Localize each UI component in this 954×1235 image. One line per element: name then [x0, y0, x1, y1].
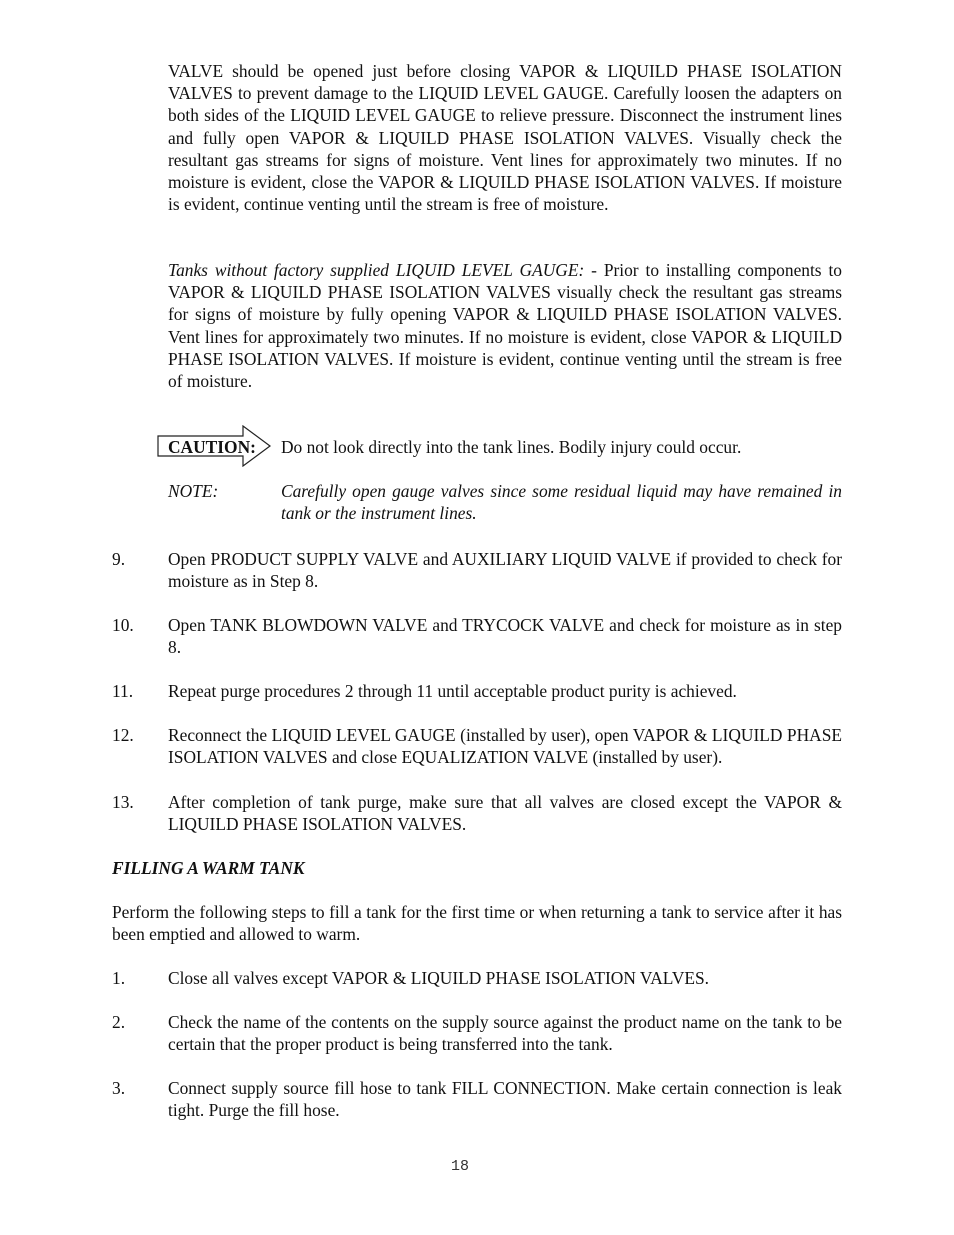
step-number: 11.	[112, 681, 134, 701]
step-number: 9.	[112, 549, 126, 569]
section-heading: FILLING A WARM TANK	[112, 858, 305, 878]
step-text: Open TANK BLOWDOWN VALVE and TRYCOCK VALVE and check for moisture as in step 8.	[168, 615, 842, 658]
fill-step-text: Check the name of the contents on the supply source against the product name on the tank to be certain that the proper product is being transferred into the tank.	[168, 1012, 842, 1055]
step-number: 12.	[112, 725, 134, 745]
step-text: After completion of tank purge, make sure that all valves are closed except the VAPOR & LIQUILD PHASE ISOLATION VALVES.	[168, 792, 842, 835]
paragraph-no-gauge-body: - Prior to installing components to VAPOR & LIQUILD PHASE ISOLATION VALVES visually check the resultant gas streams for signs of moisture by fully opening VAPOR & LIQUILD PHASE ISOLATION VALVES. Vent lines for approximately two minutes. If no moisture is evident, close VAPOR & LIQUILD PHASE ISOLATION VALVES. If moisture is evident, continue venting until the stream is free of moisture.	[168, 260, 842, 392]
caution-text: Do not look directly into the tank lines. Bodily injury could occur.	[281, 437, 742, 457]
paragraph-vent-check: VALVE should be opened just before closing VAPOR & LIQUILD PHASE ISOLATION VALVES to prevent damage to the LIQUID LEVEL GAUGE. Carefully loosen the adapters on both sides of the LIQUID LEVEL GAUGE to relieve pressure. Disconnect the instrument lines and fully open VAPOR & LIQUILD PHASE ISOLATION VALVES. Visually check the resultant gas streams for signs of moisture. Vent lines for approximately two minutes. If no moisture is evident, close the VAPOR & LIQUILD PHASE ISOLATION VALVES. If moisture is evident, continue venting until the stream is free of moisture.	[168, 61, 842, 215]
note-text: Carefully open gauge valves since some residual liquid may have remained in tank or the instrument lines.	[281, 481, 842, 524]
caution-label: CAUTION:	[168, 437, 256, 457]
paragraph-no-gauge	[168, 259, 842, 392]
paragraph-no-gauge-lead: Tanks without factory supplied LIQUID LEVEL GAUGE:	[168, 260, 585, 280]
fill-step-text: Connect supply source fill hose to tank FILL CONNECTION. Make certain connection is leak tight. Purge the fill hose.	[168, 1078, 842, 1121]
fill-step-number: 3.	[112, 1078, 126, 1098]
step-number: 13.	[112, 792, 134, 812]
page-number: 18	[450, 1158, 469, 1175]
step-text: Reconnect the LIQUID LEVEL GAUGE (installed by user), open VAPOR & LIQUILD PHASE ISOLATION VALVES and close EQUALIZATION VALVE (installed by user).	[168, 725, 842, 768]
fill-step-text: Close all valves except VAPOR & LIQUILD PHASE ISOLATION VALVES.	[168, 968, 710, 988]
section-intro: Perform the following steps to fill a tank for the first time or when returning a tank to service after it has been emptied and allowed to warm.	[112, 902, 842, 945]
fill-step-number: 2.	[112, 1012, 126, 1032]
note-label: NOTE:	[168, 481, 219, 501]
step-text: Open PRODUCT SUPPLY VALVE and AUXILIARY LIQUID VALVE if provided to check for moisture as in Step 8.	[168, 549, 842, 592]
step-text: Repeat purge procedures 2 through 11 until acceptable product purity is achieved.	[168, 681, 737, 701]
fill-step-number: 1.	[112, 968, 126, 988]
step-number: 10.	[112, 615, 134, 635]
